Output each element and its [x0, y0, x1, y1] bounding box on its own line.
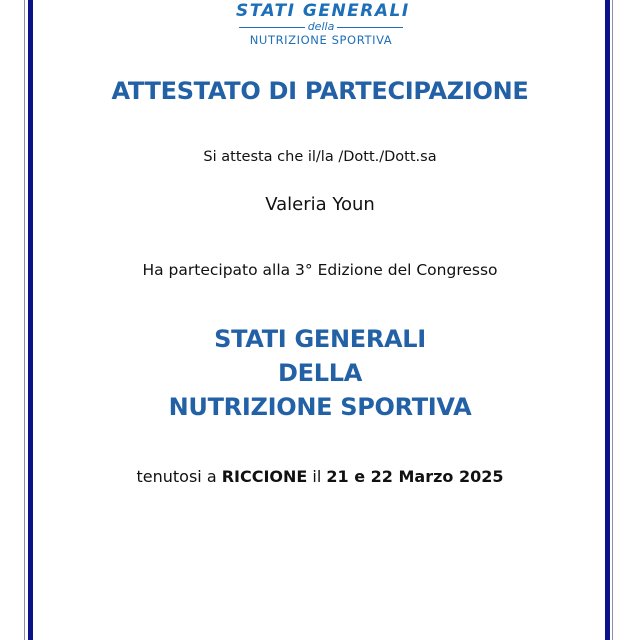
event-name-line3: NUTRIZIONE SPORTIVA: [168, 393, 472, 421]
held-mid: il: [307, 467, 327, 486]
attest-line: Si attesta che il/la /Dott./Dott.sa: [203, 149, 437, 165]
logo-rule-right: [337, 27, 403, 28]
certificate-title: ATTESTATO DI PARTECIPAZIONE: [111, 77, 529, 105]
logo-subtitle: NUTRIZIONE SPORTIVA: [249, 33, 393, 47]
logo-rule-left: [239, 27, 305, 28]
event-name-line1: STATI GENERALI: [214, 325, 426, 353]
logo-title: STATI GENERALI: [236, 1, 410, 21]
held-prefix: tenutosi a: [136, 467, 222, 486]
logo-della: della: [307, 20, 335, 33]
event-dates: 21 e 22 Marzo 2025: [326, 467, 504, 486]
event-name-line2: DELLA: [278, 359, 362, 387]
logo-subtitle-row: [236, 21, 406, 33]
event-location-date: [0, 466, 640, 488]
event-city: RICCIONE: [221, 467, 308, 486]
event-logo: [236, 0, 410, 50]
participant-name: Valeria Youn: [265, 194, 375, 215]
event-name: [0, 322, 640, 424]
participation-line: Ha partecipato alla 3° Edizione del Congresso: [142, 261, 498, 279]
